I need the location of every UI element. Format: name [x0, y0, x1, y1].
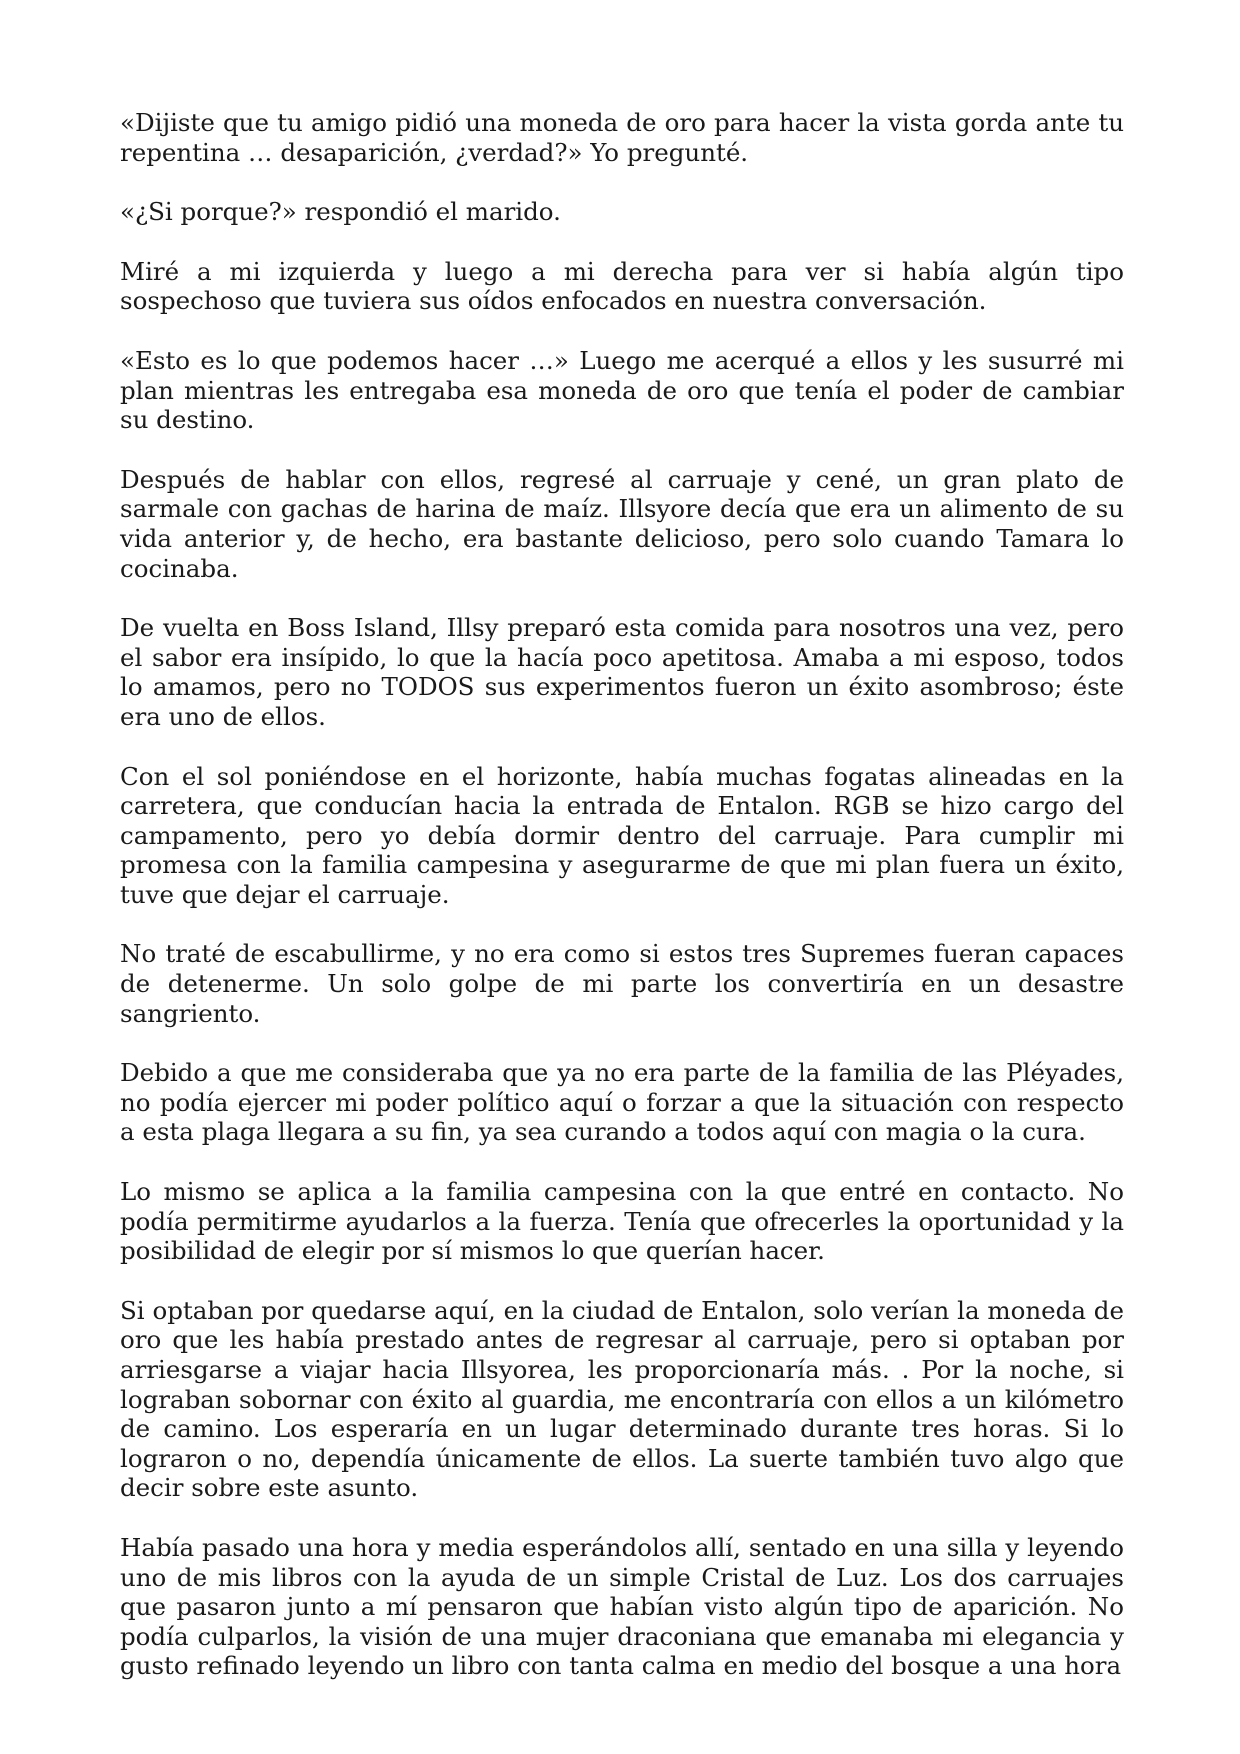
paragraph-2: «¿Si porque?» respondió el marido. — [120, 197, 561, 227]
paragraph-12: Había pasado una hora y media esperándolos allí, sentado en una silla y leyendo uno de mis libros con la ayuda de un simple Cristal de Luz. Los dos carruajes que pasaron junto a mí pensaron que habían visto algún tipo de aparición. No podía culparlos, la visión de una mujer draconiana que emanaba mi elegancia y gusto refinado leyendo un libro con tanta calma en medio del bosque a una hora — [120, 1532, 1124, 1681]
document-page — [120, 108, 1124, 1681]
paragraph-1: «Dijiste que tu amigo pidió una moneda de oro para hacer la vista gorda ante tu repentina … desaparición, ¿verdad?» Yo pregunté. — [120, 108, 1124, 167]
paragraph-4: «Esto es lo que podemos hacer …» Luego me acerqué a ellos y les susurré mi plan mientras les entregaba esa moneda de oro que tenía el poder de cambiar su destino. — [120, 345, 1124, 435]
paragraph-8: No traté de escabullirme, y no era como si estos tres Supremes fueran capaces de detenerme. Un solo golpe de mi parte los convertiría en un desastre sangriento. — [120, 939, 1124, 1028]
paragraph-3: Miré a mi izquierda y luego a mi derecha para ver si había algún tipo sospechoso que tuviera sus oídos enfocados en nuestra conversación. — [120, 256, 1124, 316]
paragraph-11: Si optaban por quedarse aquí, en la ciudad de Entalon, solo verían la moneda de oro que les había prestado antes de regresar al carruaje, pero si optaban por arriesgarse a viajar hacia Illsyorea, les proporcionaría más. . Por la noche, si lograban sobornar con éxito al guardia, me encontraría con ellos a un kilómetro de camino. Los esperaría en un lugar determinado durante tres horas. Si lo lograron o no, dependía únicamente de ellos. La suerte también tuvo algo que decir sobre este asunto. — [120, 1295, 1124, 1503]
paragraph-6: De vuelta en Boss Island, Illsy preparó esta comida para nosotros una vez, pero el sabor era insípido, lo que la hacía poco apetitosa. Amaba a mi esposo, todos lo amamos, pero no TODOS sus experimentos fueron un éxito asombroso; éste era uno de ellos. — [120, 613, 1124, 731]
paragraph-5: Después de hablar con ellos, regresé al carruaje y cené, un gran plato de sarmale con gachas de harina de maíz. Illsyore decía que era un alimento de su vida anterior y, de hecho, era bastante delicioso, pero solo cuando Tamara lo cocinaba. — [120, 464, 1124, 583]
paragraph-7: Con el sol poniéndose en el horizonte, había muchas fogatas alineadas en la carretera, que conducían hacia la entrada de Entalon. RGB se hizo cargo del campamento, pero yo debía dormir dentro del carruaje. Para cumplir mi promesa con la familia campesina y asegurarme de que mi plan fuera un éxito, tuve que dejar el carruaje. — [120, 761, 1124, 909]
paragraph-9: Debido a que me consideraba que ya no era parte de la familia de las Pléyades, no podía ejercer mi poder político aquí o forzar a que la situación con respecto a esta plaga llegara a su fin, ya sea curando a todos aquí con magia o la cura. — [120, 1058, 1124, 1147]
paragraph-10: Lo mismo se aplica a la familia campesina con la que entré en contacto. No podía permitirme ayudarlos a la fuerza. Tenía que ofrecerles la oportunidad y la posibilidad de elegir por sí mismos lo que querían hacer. — [120, 1177, 1124, 1266]
